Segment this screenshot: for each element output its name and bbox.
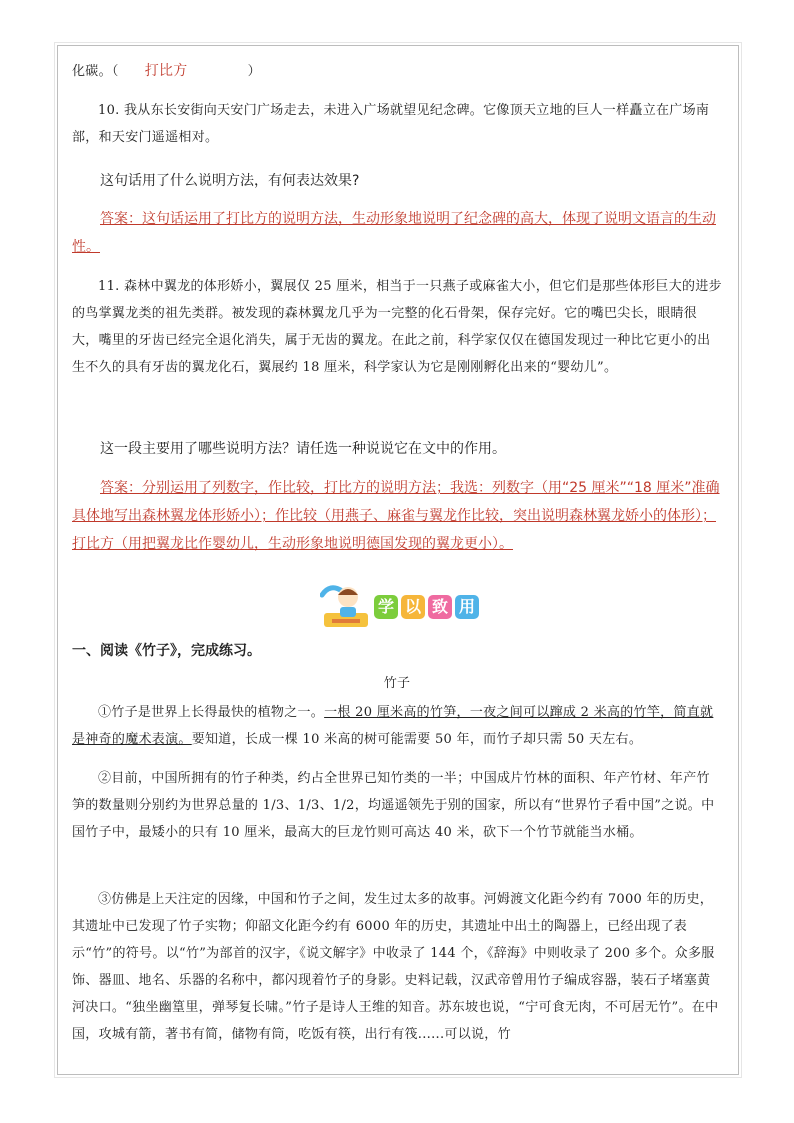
paragraph-2: ②目前，中国所拥有的竹子种类，约占全世界已知竹类的一半；中国成片竹林的面积、年产竹材、年产竹笋的数量则分别约为世界总量的 1/3、1/3、1/2，均遥遥领先于别的国家，所以有“世界竹子看中国”之说。中国竹子中，最矮小的只有 10 厘米，最高大的巨龙竹则可高达 40 米，砍下一个竹节就能当水桶。	[72, 771, 715, 840]
line0-prefix: 化碳。（	[72, 64, 119, 79]
banner-char: 用	[455, 595, 479, 619]
q10-answer-label: 答案：	[100, 211, 142, 227]
p1-underlined: 一根 20 厘米高的竹笋，一夜之间可以蹿成 2 米高的竹竿，简直就是神奇的魔术表演。	[72, 705, 714, 747]
q10-text: 10. 我从东长安街向天安门广场走去，未进入广场就望见纪念碑。它像顶天立地的巨人一样矗立在广场南部，和天安门遥遥相对。	[72, 103, 710, 145]
p1-lead: ①竹子是世界上长得最快的植物之一。	[98, 705, 325, 720]
section-banner	[320, 583, 500, 631]
section-heading: 一、阅读《竹子》，完成练习。	[72, 643, 261, 659]
q11-answer-label: 答案：	[100, 480, 142, 496]
banner-char: 以	[401, 595, 425, 619]
line0-suffix: ）	[247, 64, 261, 79]
article-title: 竹子	[383, 676, 411, 691]
banner-char: 致	[428, 595, 452, 619]
paragraph-3: ③仿佛是上天注定的因缘，中国和竹子之间，发生过太多的故事。河姆渡文化距今约有 7000 年的历史，其遗址中已发现了竹子实物；仰韶文化距今约有 6000 年的历史，其遗址中出土的陶器上，已经出现了表示“竹”的符号。以“竹”为部首的汉字，《说文解字》中收录了 144 个，《辞海》中则收录了 200 多个。众多服饰、器皿、地名、乐器的名称中，都闪现着竹子的身影。史料记载，汉武帝曾用竹子编成容器，装石子堵塞黄河决口。“独坐幽篁里，弹琴复长啸。”竹子是诗人王维的知音。苏东坡也说，“宁可食无肉，不可居无竹”。在中国，攻城有箭，著书有简，储物有筒，吃饭有筷，出行有筏......可以说，竹	[72, 892, 719, 1042]
continuation-line	[72, 58, 722, 85]
q11-answer-body: 分别运用了列数字，作比较，打比方的说明方法；我选：列数字（用“25 厘米”“18 厘米”准确具体地写出森林翼龙体形娇小）；作比较（用燕子、麻雀与翼龙作比较，突出说明森林翼龙娇小的体形）；打比方（用把翼龙比作婴幼儿，生动形象地说明德国发现的翼龙更小）。	[72, 480, 720, 552]
q11-text: 11. 森林中翼龙的体形娇小，翼展仅 25 厘米，相当于一只燕子或麻雀大小，但它们是那些体形巨大的进步的鸟掌翼龙类的祖先类群。被发现的森林翼龙几乎为一完整的化石骨架，保存完好。它的嘴巴尖长，眼睛很大，嘴里的牙齿已经完全退化消失，属于无齿的翼龙。在此之前，科学家仅仅在德国发现过一种比它更小的出生不久的具有牙齿的翼龙化石，翼展约 18 厘米，科学家认为它是刚刚孵化出来的“婴幼儿”。	[72, 279, 722, 375]
q10-answer-body: 这句话运用了打比方的说明方法，生动形象地说明了纪念碑的高大，体现了说明文语言的生动性。	[72, 211, 716, 255]
banner-chips	[374, 595, 482, 619]
q10-question: 这句话用了什么说明方法，有何表达效果?	[100, 173, 360, 189]
paragraph-1	[72, 699, 722, 753]
p1-tail: 要知道，长成一棵 10 米高的树可能需要 50 年，而竹子却只需 50 天左右。	[191, 732, 643, 747]
banner-char: 学	[374, 595, 398, 619]
student-illustration-icon	[320, 583, 372, 631]
fill-answer: 打比方	[144, 63, 188, 79]
q11-answer	[72, 474, 722, 558]
q11-question: 这一段主要用了哪些说明方法？请任选一种说说它在文中的作用。	[100, 441, 506, 457]
q10-answer	[72, 205, 722, 261]
